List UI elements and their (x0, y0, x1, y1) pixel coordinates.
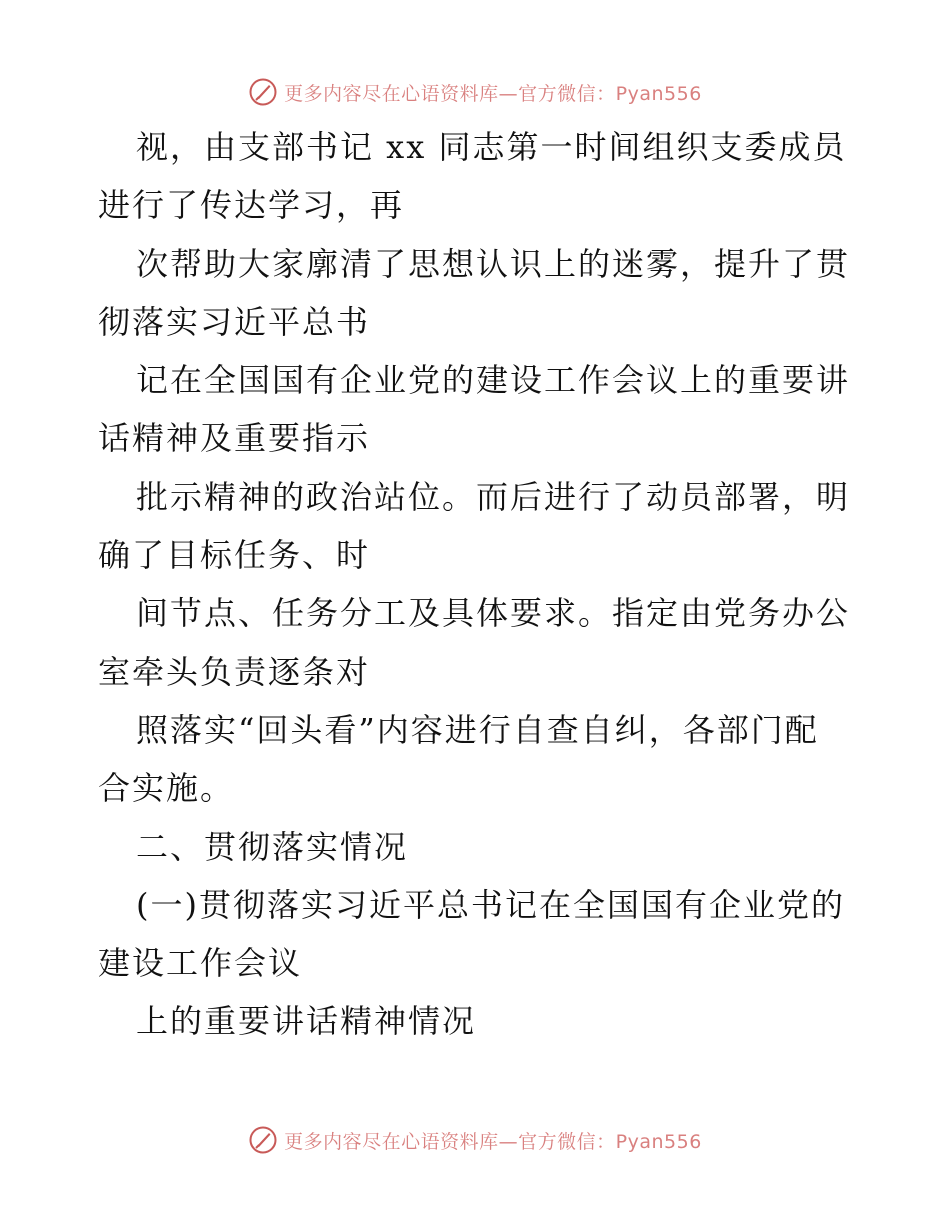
body-line: 进行了传达学习，再 (98, 186, 405, 225)
body-line: 视，由支部书记 xx 同志第一时间组织支委成员 (136, 128, 847, 166)
body-line: 确了目标任务、时 (98, 536, 371, 575)
body-line: 话精神及重要指示 (98, 419, 371, 458)
body-line: 间节点、任务分工及具体要求。指定由党务办公 (136, 594, 851, 633)
footer-watermark (0, 1120, 950, 1160)
watermark-text: 更多内容尽在心语资料库—官方微信：Pyan556 (284, 1130, 702, 1153)
body-line: 上的重要讲话精神情况 (136, 1002, 477, 1041)
subsection-heading: (一)贯彻落实习近平总书记在全国国有企业党的 (136, 885, 845, 924)
body-line: 批示精神的政治站位。而后进行了动员部署，明 (136, 477, 851, 516)
body-line: 彻落实习近平总书 (98, 302, 371, 341)
watermark-text: 更多内容尽在心语资料库—官方微信：Pyan556 (284, 82, 702, 105)
quill-logo-icon (248, 77, 278, 107)
body-line: 室牵头负责逐条对 (98, 652, 371, 691)
body-line: 建设工作会议 (98, 944, 303, 983)
body-line: 次帮助大家廓清了思想认识上的迷雾，提升了贯 (136, 244, 851, 283)
body-line: 合实施。 (98, 769, 235, 808)
header-watermark (0, 72, 950, 112)
section-heading: 二、贯彻落实情况 (136, 827, 409, 866)
quill-logo-icon (248, 1125, 278, 1155)
body-line: 记在全国国有企业党的建设工作会议上的重要讲 (136, 361, 851, 400)
document-body (98, 118, 850, 1051)
body-line: 照落实“回头看”内容进行自查自纠，各部门配 (136, 710, 819, 749)
